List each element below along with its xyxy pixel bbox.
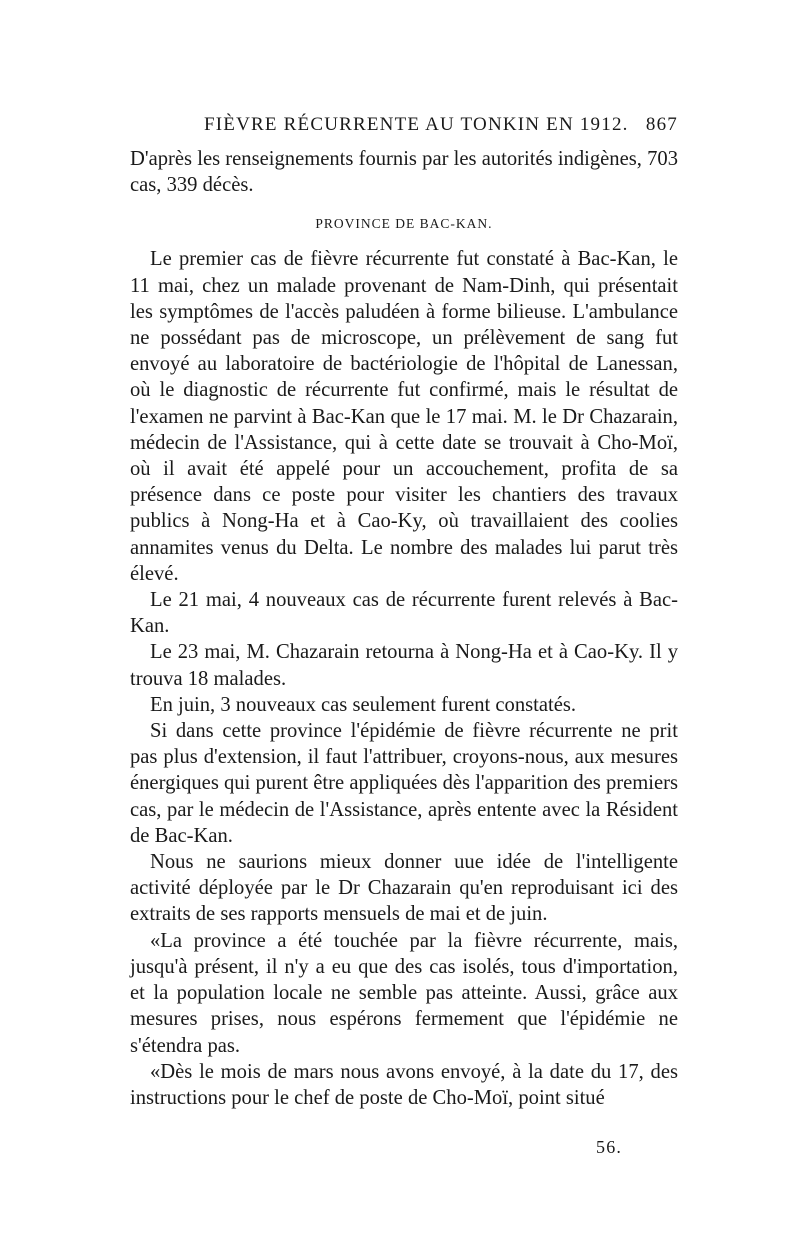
page-number: 867 [645, 114, 678, 135]
signature-mark: 56. [596, 1137, 623, 1157]
paragraph: «Dès le mois de mars nous avons envoyé, à la date du 17, des instructions pour le chef de poste de Cho-Moï, point situé [130, 1060, 678, 1109]
paragraph: Nous ne saurions mieux donner uue idée de l'intelligente activité déployée par le Dr Chazarain qu'en reproduisant ici des extraits de ses rapports mensuels de mai et de juin. [130, 851, 678, 926]
section-heading: PROVINCE DE BAC-KAN. [315, 216, 493, 232]
paragraph: «La province a été touchée par la fièvre récurrente, mais, jusqu'à présent, il n'y a eu que des cas isolés, tous d'importation, et la population locale ne semble pas atteinte. Aussi, grâce aux mesures prises, nous espérons fermement que l'épidémie ne s'étendra pas. [130, 929, 678, 1057]
page-header [130, 114, 678, 140]
body-text [130, 146, 678, 1111]
paragraph: Le 21 mai, 4 nouveaux cas de récurrente furent relevés à Bac-Kan. [130, 589, 678, 638]
paragraph: En juin, 3 nouveaux cas seulement furent constatés. [150, 693, 577, 716]
paragraph: Le premier cas de fièvre récurrente fut constaté à Bac-Kan, le 11 mai, chez un malade provenant de Nam-Dinh, qui présentait les symptômes de l'accès paludéen à forme bilieuse. L'ambulance ne possédant pas de microscope, un prélèvement de sang fut envoyé au laboratoire de bactériologie de l'hôpital de Lanessan, où le diagnostic de récurrente fut confirmé, mais le résultat de l'examen ne parvint à Bac-Kan que le 17 mai. M. le Dr Chazarain, médecin de l'Assistance, qui à cette date se trouvait à Cho-Moï, où il avait été appelé pour un accouchement, profita de sa présence dans ce poste pour visiter les chantiers des travaux publics à Nong-Ha et à Cao-Ky, où travaillaient des coolies annamites venus du Delta. Le nombre des malades lui parut très élevé. [130, 248, 678, 585]
running-title: FIÈVRE RÉCURRENTE AU TONKIN EN 1912. [204, 114, 629, 135]
opening-paragraph: D'après les renseignements fournis par les autorités indigènes, 703 cas, 339 décès. [130, 148, 678, 197]
paragraph: Le 23 mai, M. Chazarain retourna à Nong-Ha et à Cao-Ky. Il y trouva 18 malades. [130, 641, 678, 690]
paragraph: Si dans cette province l'épidémie de fièvre récurrente ne prit pas plus d'extension, il faut l'attribuer, croyons-nous, aux mesures énergiques qui purent être appliquées dès l'apparition des premiers cas, par le médecin de l'Assistance, après entente avec la Résident de Bac-Kan. [130, 720, 678, 847]
